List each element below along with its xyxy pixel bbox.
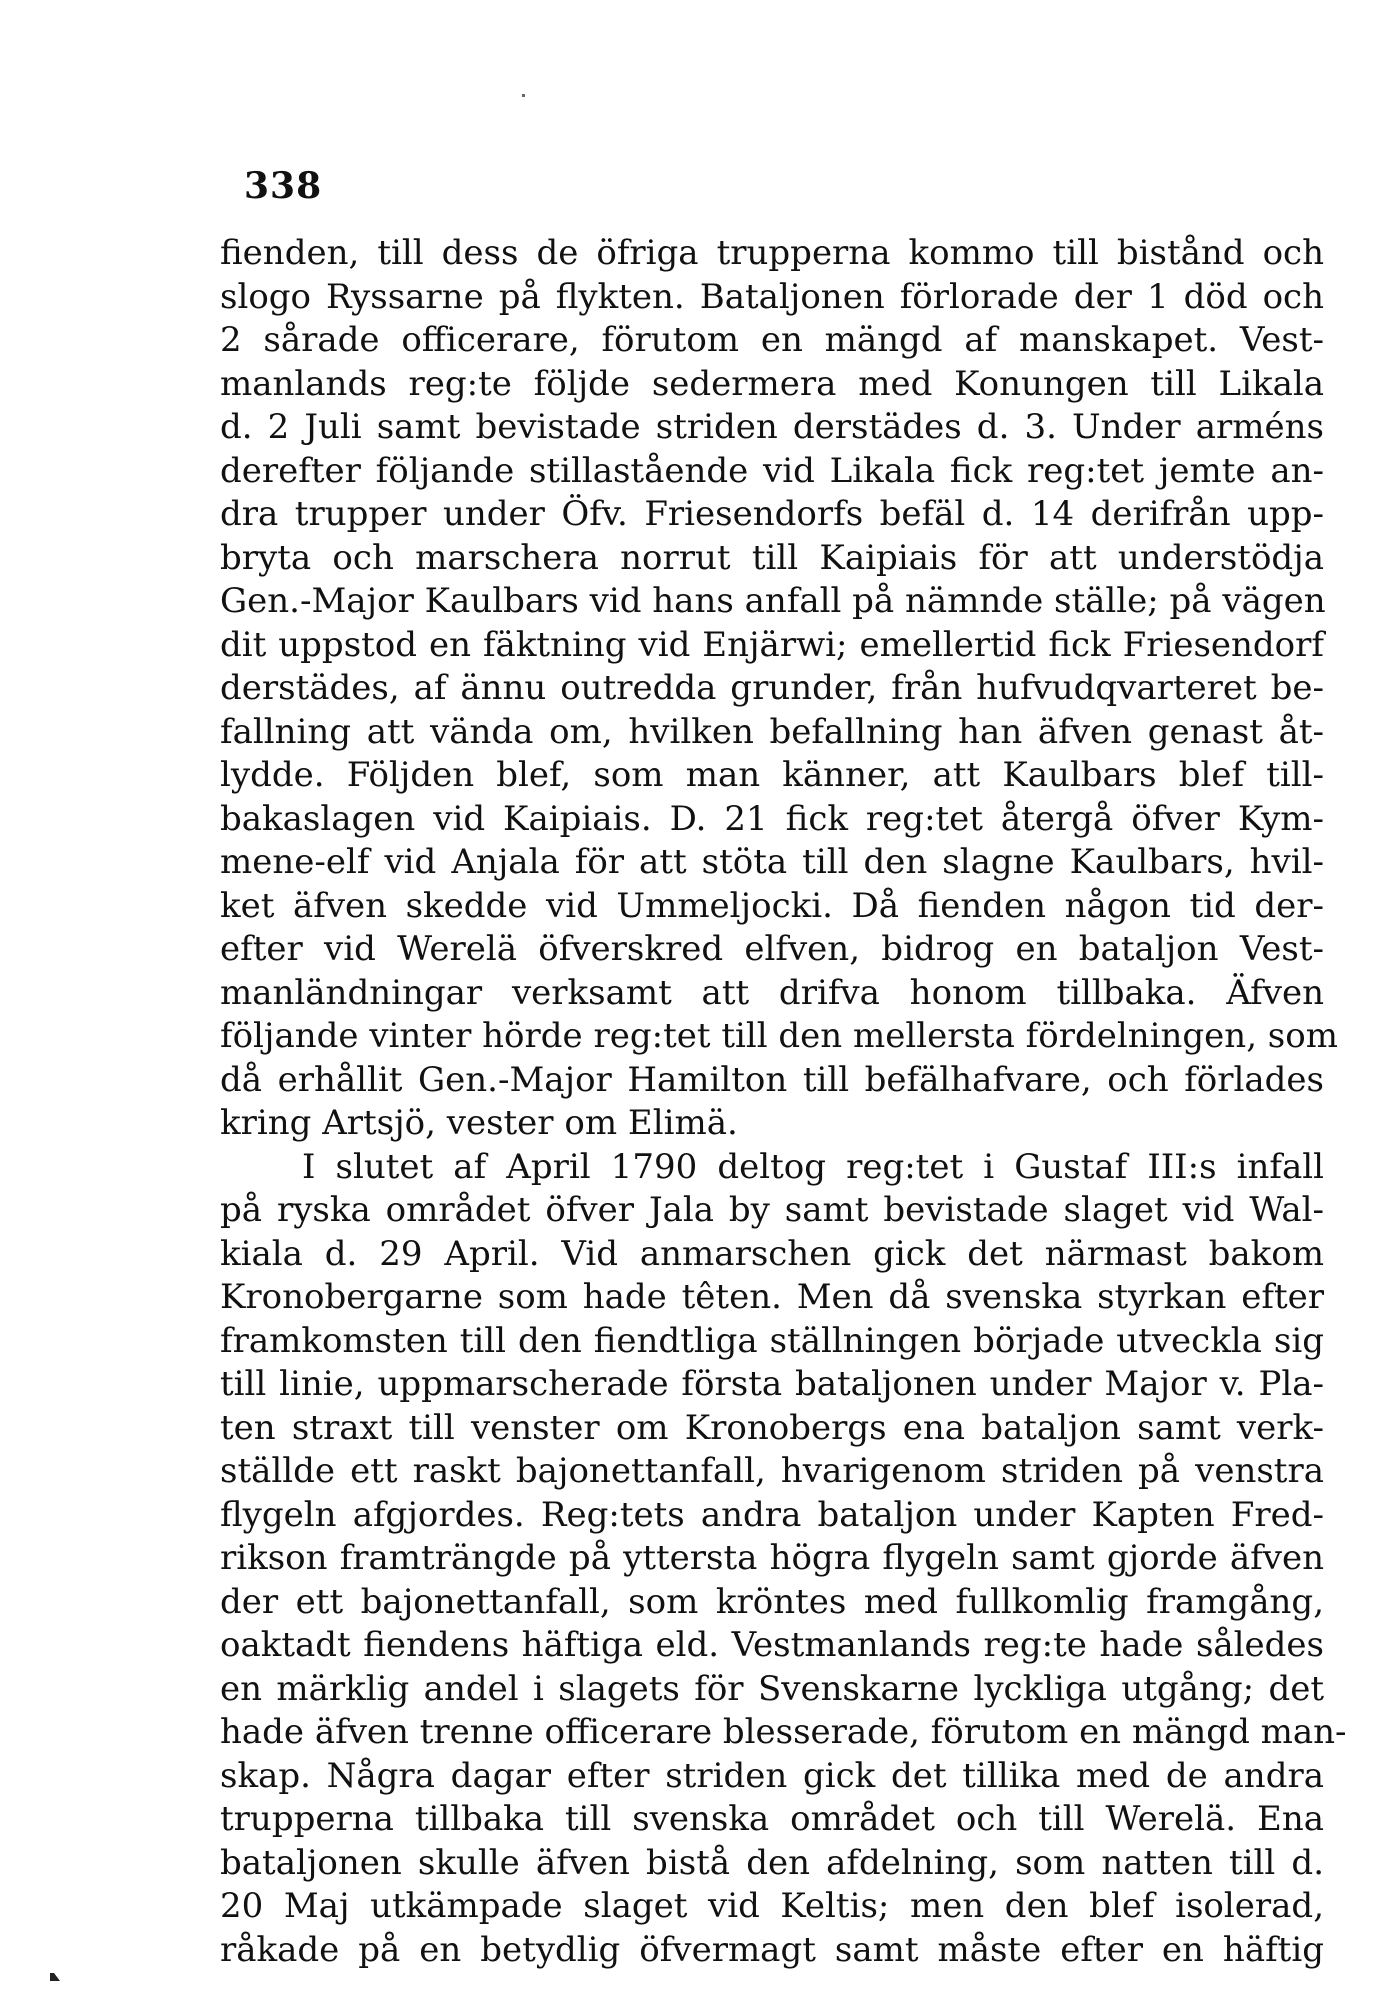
text-line: dit uppstod en fäktning vid Enjärwi; emellertid fick Friesendorf [220, 624, 1324, 665]
print-speck [522, 94, 525, 97]
text-line: framkomsten till den fiendtliga ställningen började utveckla sig [220, 1320, 1324, 1361]
text-line: Kronobergarne som hade têten. Men då svenska styrkan efter [220, 1277, 1324, 1317]
page-number: 338 [244, 165, 323, 207]
text-line: Gen.-Major Kaulbars vid hans anfall på nämnde ställe; på vägen [220, 581, 1326, 621]
text-line: kring Artsjö, vester om Elimä. [220, 1103, 738, 1143]
text-line: lydde. Följden blef, som man känner, att Kaulbars blef till- [220, 755, 1324, 795]
text-line: följande vinter hörde reg:tet till den mellersta fördelningen, som [220, 1016, 1338, 1056]
text-line: till linie, uppmarscherade första bataljonen under Major v. Pla- [220, 1364, 1324, 1404]
text-line: manlands reg:te följde sedermera med Konungen till Likala [220, 363, 1324, 404]
text-line: der ett bajonettanfall, som kröntes med fullkomlig framgång, [220, 1581, 1324, 1622]
text-line: ten straxt till venster om Kronobergs ena bataljon samt verk- [220, 1407, 1324, 1448]
text-line: dra trupper under Öfv. Friesendorfs befäl d. 14 derifrån upp- [220, 494, 1324, 534]
text-line: fallning att vända om, hvilken befallning han äfven genast åt- [220, 711, 1324, 752]
text-line: bakaslagen vid Kaipiais. D. 21 fick reg:tet återgå öfver Kym- [220, 798, 1324, 839]
text-line: bryta och marschera norrut till Kaipiais för att understödja [220, 537, 1324, 578]
text-line: efter vid Werelä öfverskred elfven, bidrog en bataljon Vest- [220, 929, 1324, 969]
text-line: skap. Några dagar efter striden gick det tillika med de andra [220, 1755, 1324, 1796]
text-line: derefter följande stillastående vid Likala fick reg:tet jemte an- [220, 450, 1324, 491]
text-line: fienden, till dess de öfriga trupperna kommo till bistånd och [220, 233, 1324, 273]
text-line: 20 Maj utkämpade slaget vid Keltis; men den blef isolerad, [220, 1886, 1324, 1926]
text-line: d. 2 Juli samt bevistade striden derstädes d. 3. Under arméns [220, 407, 1324, 447]
text-line: slogo Ryssarne på flykten. Bataljonen förlorade der 1 död och [220, 276, 1324, 317]
body-text [220, 232, 1347, 1972]
text-line: råkade på en betydlig öfvermagt samt måste efter en häftig [220, 1929, 1324, 1970]
text-line: flygeln afgjordes. Reg:tets andra bataljon under Kapten Fred- [220, 1494, 1324, 1535]
text-line: då erhållit Gen.-Major Hamilton till befälhafvare, och förlades [220, 1059, 1324, 1100]
text-line: mene-elf vid Anjala för att stöta till den slagne Kaulbars, hvil- [220, 842, 1324, 882]
text-line: ket äfven skedde vid Ummeljocki. Då fienden någon tid der- [220, 885, 1324, 926]
text-line: hade äfven trenne officerare blesserade, förutom en mängd man- [220, 1712, 1347, 1752]
text-line: derstädes, af ännu outredda grunder, från hufvudqvarteret be- [220, 668, 1324, 708]
text-line: bataljonen skulle äfven bistå den afdelning, som natten till d. [220, 1842, 1324, 1883]
text-line: I slutet af April 1790 deltog reg:tet i Gustaf III:s infall [302, 1146, 1324, 1187]
print-mark [50, 1973, 60, 1981]
text-line: rikson framträngde på yttersta högra flygeln samt gjorde äfven [220, 1538, 1324, 1578]
text-line: 2 sårade officerare, förutom en mängd af manskapet. Vest- [220, 320, 1324, 360]
text-line: oaktadt fiendens häftiga eld. Vestmanlands reg:te hade således [220, 1625, 1324, 1665]
text-line: på ryska området öfver Jala by samt bevistade slaget vid Wal- [220, 1190, 1324, 1230]
text-line: ställde ett raskt bajonettanfall, hvarigenom striden på venstra [220, 1451, 1324, 1491]
text-line: kiala d. 29 April. Vid anmarschen gick det närmast bakom [220, 1233, 1324, 1274]
text-line: trupperna tillbaka till svenska området och till Werelä. Ena [220, 1799, 1324, 1839]
text-line: en märklig andel i slagets för Svenskarne lyckliga utgång; det [220, 1668, 1324, 1709]
text-line: manländningar verksamt att drifva honom tillbaka. Äfven [220, 972, 1324, 1013]
